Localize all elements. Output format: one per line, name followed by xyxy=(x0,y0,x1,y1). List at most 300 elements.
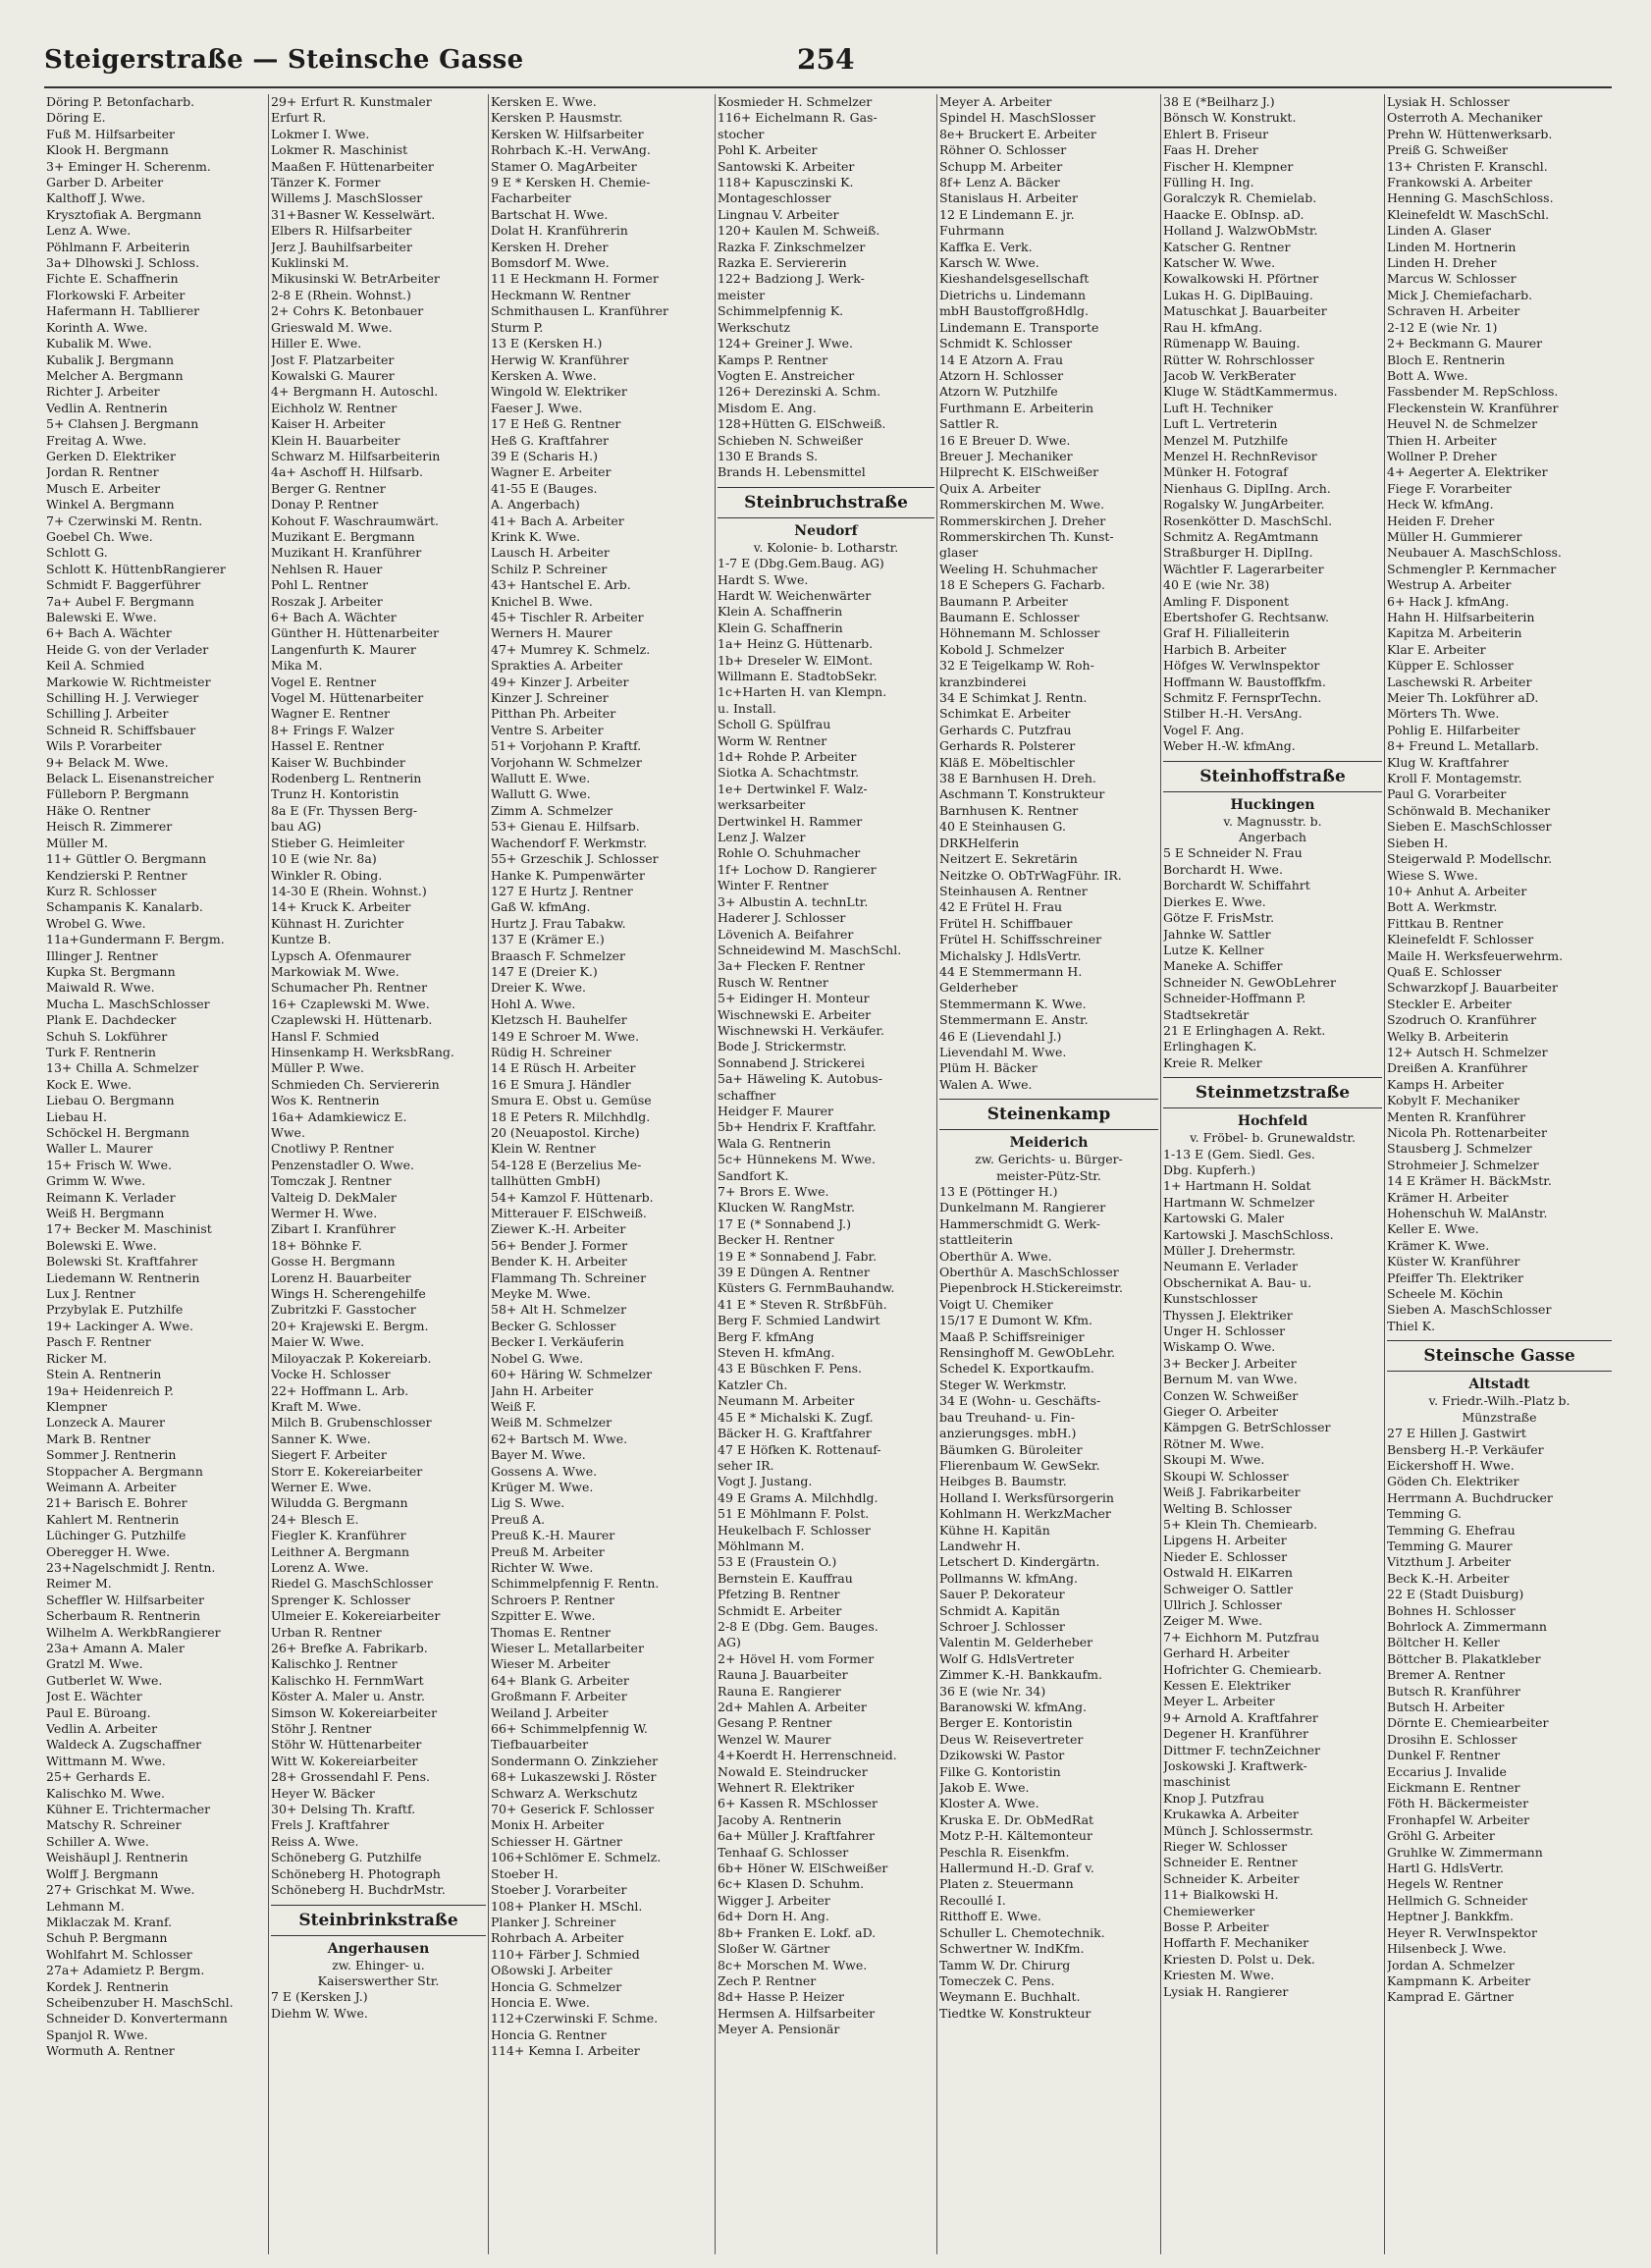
listing-line: 14 E Atzorn A. Frau xyxy=(939,351,1064,367)
listing-line: 47 E Höfken K. Rottenauf- xyxy=(718,1441,881,1457)
listing-line: Gratzl M. Wwe. xyxy=(46,1656,143,1672)
listing-line: Korinth A. Wwe. xyxy=(46,319,148,335)
listing-line: DRKHelferin xyxy=(939,835,1020,850)
district-name: Altstadt xyxy=(1468,1377,1530,1393)
listing-line: Lehmann M. xyxy=(46,1898,125,1914)
listing-line: Klein H. Bauarbeiter xyxy=(271,432,400,448)
listing-line: Wiludda G. Bergmann xyxy=(271,1495,408,1511)
listing-line: 6b+ Höner W. ElSchweißer xyxy=(718,1861,888,1876)
listing-line: Filke G. Kontoristin xyxy=(939,1763,1061,1779)
listing-line: 7 E (Kersken J.) xyxy=(271,1989,368,2005)
listing-line: Hartl G. HdlsVertr. xyxy=(1387,1861,1504,1876)
listing-line: Winkler R. Obing. xyxy=(271,867,383,883)
listing-line: 18+ Böhnke F. xyxy=(271,1237,362,1253)
listing-line: Kamps P. Rentner xyxy=(718,351,828,367)
listing-line: 5+ Clahsen J. Bergmann xyxy=(46,416,199,432)
listing-line: Lokmer I. Wwe. xyxy=(271,126,370,141)
listing-line: Heuvel N. de Schmelzer xyxy=(1387,416,1538,432)
listing-line: Richter W. Wwe. xyxy=(491,1559,594,1575)
listing-line: Pfeiffer Th. Elektriker xyxy=(1387,1269,1524,1285)
listing-line: 5+ Klein Th. Chemiearb. xyxy=(1163,1516,1318,1532)
listing-line: Jacob W. VerkBerater xyxy=(1163,367,1296,383)
column-1 xyxy=(46,94,266,2244)
listing-line: Urban R. Rentner xyxy=(271,1624,382,1640)
listing-line: Paul G. Vorarbeiter xyxy=(1387,786,1507,802)
listing-line: maschinist xyxy=(1163,1774,1231,1790)
listing-line: Pohl K. Arbeiter xyxy=(718,142,818,158)
listing-line: Großmann F. Arbeiter xyxy=(491,1689,627,1704)
listing-line: 41-55 E (Bauges. xyxy=(491,480,598,496)
listing-line: Beck K.-H. Arbeiter xyxy=(1387,1570,1510,1586)
listing-line: Lutze K. Kellner xyxy=(1163,942,1264,957)
listing-line: 22+ Hoffmann L. Arb. xyxy=(271,1382,409,1398)
listing-line: Hoffarth F. Mechaniker xyxy=(1163,1935,1309,1951)
listing-line: Kriesten D. Polst u. Dek. xyxy=(1163,1951,1315,1967)
listing-line: Rohrbach K.-H. VerwAng. xyxy=(491,142,651,158)
listing-line: Heide G. von der Verlader xyxy=(46,641,209,657)
listing-line: Schöneberg H. Photograph xyxy=(271,1865,441,1881)
listing-line: Wala G. Rentnerin xyxy=(718,1135,831,1151)
listing-line: Maiwald R. Wwe. xyxy=(46,980,155,996)
listing-line: Plank E. Dachdecker xyxy=(46,1012,177,1028)
listing-line: Turk F. Rentnerin xyxy=(46,1044,156,1059)
listing-line: Nowald E. Steindrucker xyxy=(718,1763,868,1779)
listing-line: 1b+ Dreseler W. ElMont. xyxy=(718,652,874,668)
listing-line: 8+ Frings F. Walzer xyxy=(271,722,395,737)
listing-line: Meyer A. Arbeiter xyxy=(939,94,1052,109)
listing-line: 5c+ Hünnekens M. Wwe. xyxy=(718,1152,876,1167)
listing-line: Przybylak E. Putzhilfe xyxy=(46,1302,184,1318)
listing-line: 22 E (Stadt Duisburg) xyxy=(1387,1587,1524,1602)
listing-line: Brands H. Lebensmittel xyxy=(718,464,866,480)
listing-line: Schmitz F. FernsprTechn. xyxy=(1163,690,1322,706)
listing-line: Becker G. Schlosser xyxy=(491,1318,616,1333)
listing-line: Weishäupl J. Rentnerin xyxy=(46,1850,188,1865)
listing-line: 41+ Bach A. Arbeiter xyxy=(491,513,624,528)
listing-line: Hegels W. Rentner xyxy=(1387,1876,1503,1892)
listing-line: Klucken W. RangMstr. xyxy=(718,1200,856,1215)
listing-line: 46 E (Lievendahl J.) xyxy=(939,1028,1062,1044)
listing-line: 8e+ Bruckert E. Arbeiter xyxy=(939,126,1096,141)
listing-line: Tomczak J. Rentner xyxy=(271,1173,392,1189)
listing-line: Lokmer R. Maschinist xyxy=(271,142,408,158)
listing-line: Fittkau B. Rentner xyxy=(1387,915,1504,931)
listing-line: Rodenberg L. Rentnerin xyxy=(271,771,422,786)
listing-line: Kalischko H. FernmWart xyxy=(271,1672,424,1688)
listing-line: Vogel F. Ang. xyxy=(1163,722,1245,737)
listing-line: Baumann P. Arbeiter xyxy=(939,593,1068,609)
listing-line: 3a+ Dlhowski J. Schloss. xyxy=(46,255,200,271)
listing-line: Döring E. xyxy=(46,110,106,126)
listing-line: Stoeber J. Vorarbeiter xyxy=(491,1882,627,1898)
listing-line: 28+ Grossendahl F. Pens. xyxy=(271,1769,430,1785)
listing-line: Vorjohann W. Schmelzer xyxy=(491,754,642,770)
listing-line: Bäcker H. G. Kraftfahrer xyxy=(718,1426,872,1441)
listing-line: Fülling H. Ing. xyxy=(1163,175,1254,190)
listing-line: Motz P.-H. Kältemonteur xyxy=(939,1828,1092,1844)
listing-line: Milch B. Grubenschlosser xyxy=(271,1415,432,1431)
listing-line: Schönwald B. Mechaniker xyxy=(1387,802,1551,818)
listing-line: bau Treuhand- u. Fin- xyxy=(939,1409,1075,1425)
listing-line: Eichholz W. Rentner xyxy=(271,400,398,415)
listing-line: Bernstein E. Kauffrau xyxy=(718,1570,853,1586)
column-divider xyxy=(1384,94,1385,2254)
listing-line: Winkel A. Bergmann xyxy=(46,497,175,513)
listing-line: Schwarz M. Hilfsarbeiterin xyxy=(271,448,441,463)
listing-line: Lenz J. Walzer xyxy=(718,830,806,845)
column-divider xyxy=(488,94,489,2254)
listing-line: Weimann A. Arbeiter xyxy=(46,1479,177,1494)
listing-line: Wieser L. Metallarbeiter xyxy=(491,1641,644,1655)
listing-line: Fichte E. Schaffnerin xyxy=(46,271,179,287)
listing-line: 34 E Schimkat J. Rentn. xyxy=(939,690,1088,706)
listing-line: Mika M. xyxy=(271,658,323,674)
column-divider xyxy=(715,94,716,2254)
listing-line: Schieben N. Schweißer xyxy=(718,432,863,448)
listing-line: Weiß M. Schmelzer xyxy=(491,1415,612,1431)
listing-line: Kluge W. StädtKammermus. xyxy=(1163,384,1338,400)
listing-line: 7+ Czerwinski M. Rentn. xyxy=(46,513,203,528)
listing-line: Schlott G. xyxy=(46,545,108,561)
listing-line: Mark B. Rentner xyxy=(46,1431,151,1446)
listing-line: Paul E. Büroang. xyxy=(46,1704,151,1720)
listing-line: Jahn H. Arbeiter xyxy=(491,1382,594,1398)
listing-line: Schroers P. Rentner xyxy=(491,1592,615,1607)
listing-line: Wagner E. Arbeiter xyxy=(491,464,612,480)
listing-line: meister xyxy=(718,287,766,302)
listing-line: 114+ Kemna I. Arbeiter xyxy=(491,2043,640,2059)
listing-line: Harbich B. Arbeiter xyxy=(1163,641,1287,657)
listing-line: Knop J. Putzfrau xyxy=(1163,1790,1265,1806)
listing-line: Becker H. Rentner xyxy=(718,1232,834,1248)
listing-line: Wolf G. HdlsVertreter xyxy=(939,1650,1074,1666)
listing-line: 108+ Planker H. MSchl. xyxy=(491,1898,643,1914)
listing-line: Höhnemann M. Schlosser xyxy=(939,625,1100,641)
listing-line: Kalischko J. Rentner xyxy=(271,1656,398,1672)
listing-line: Neumann E. Verlader xyxy=(1163,1259,1298,1274)
listing-line: Osterroth A. Mechaniker xyxy=(1387,110,1543,126)
listing-line: stattleiterin xyxy=(939,1232,1013,1248)
listing-line: 2-8 E (Rhein. Wohnst.) xyxy=(271,287,411,302)
listing-line: Wingold W. Elektriker xyxy=(491,384,627,400)
listing-line: Baumann E. Schlosser xyxy=(939,610,1080,624)
listing-line: 15+ Frisch W. Wwe. xyxy=(46,1157,172,1172)
listing-line: Pollmanns W. kfmAng. xyxy=(939,1570,1078,1586)
listing-line: Quix A. Arbeiter xyxy=(939,480,1041,496)
listing-line: Erlinghagen K. xyxy=(1163,1039,1257,1054)
listing-line: Deus W. Reisevertreter xyxy=(939,1731,1084,1747)
street-heading: Steinbruchstraße xyxy=(718,487,934,518)
listing-line: Hermsen A. Hilfsarbeiter xyxy=(718,2005,876,2021)
listing-line: Penzenstadler O. Wwe. xyxy=(271,1157,414,1172)
listing-line: Sprenger K. Schlosser xyxy=(271,1592,410,1607)
listing-line: Kosmieder H. Schmelzer xyxy=(718,94,873,109)
listing-line: Valteig D. DekMaler xyxy=(271,1189,397,1205)
listing-line: werksarbeiter xyxy=(718,797,806,813)
listing-line: Facharbeiter xyxy=(491,190,571,206)
listing-line: 9+ Arnold A. Kraftfahrer xyxy=(1163,1709,1318,1725)
listing-line: 18 E Peters R. Milchhdlg. xyxy=(491,1108,651,1124)
listing-line: Schroer J. Schlosser xyxy=(939,1618,1065,1634)
listing-line: 55+ Grzeschik J. Schlosser xyxy=(491,851,659,867)
listing-line: 9 E * Kersken H. Chemie- xyxy=(491,175,651,190)
street-range: zw. Gerichts- u. Bürger- xyxy=(975,1152,1123,1167)
listing-line: Bender K. H. Arbeiter xyxy=(491,1254,627,1269)
listing-line: Eccarius J. Invalide xyxy=(1387,1763,1507,1779)
listing-line: Mitterauer F. ElSchweiß. xyxy=(491,1206,647,1221)
listing-line: Jordan A. Schmelzer xyxy=(1387,1957,1515,1972)
listing-line: 8f+ Lenz A. Bäcker xyxy=(939,175,1060,190)
listing-line: Wolff J. Bergmann xyxy=(46,1865,159,1881)
listing-line: Thyssen J. Elektriker xyxy=(1163,1307,1293,1323)
listing-line: 47+ Mumrey K. Schmelz. xyxy=(491,641,651,657)
listing-line: 56+ Bender J. Former xyxy=(491,1237,628,1253)
listing-line: Schimkat E. Arbeiter xyxy=(939,706,1071,722)
listing-line: Temming G. xyxy=(1387,1506,1463,1522)
listing-line: Kersken A. Wwe. xyxy=(491,367,597,383)
listing-line: Liebau O. Bergmann xyxy=(46,1093,175,1108)
listing-line: schaffner xyxy=(718,1087,776,1103)
listing-line: 16 E Smura J. Händler xyxy=(491,1076,631,1092)
listing-line: 9+ Belack M. Wwe. xyxy=(46,754,169,770)
listing-line: Kuklinski M. xyxy=(271,255,349,271)
listing-line: Münch J. Schlossermstr. xyxy=(1163,1822,1314,1838)
listing-line: Hiller E. Wwe. xyxy=(271,336,362,351)
listing-line: Spindel H. MaschSlosser xyxy=(939,110,1095,126)
listing-line: Klein G. Schaffnerin xyxy=(718,620,843,635)
listing-line: Hafermann H. Tabllierer xyxy=(46,303,200,319)
listing-line: Grieswald M. Wwe. xyxy=(271,319,393,335)
listing-line: Münker H. Fotograf xyxy=(1163,464,1288,480)
listing-line: Sauer P. Dekorateur xyxy=(939,1587,1065,1602)
listing-line: 1c+Harten H. van Klempn. xyxy=(718,684,887,700)
listing-line: Sieben A. MaschSchlosser xyxy=(1387,1302,1552,1318)
listing-line: 1-7 E (Dbg.Gem.Baug. AG) xyxy=(718,556,884,571)
listing-line: Gieger O. Arbeiter xyxy=(1163,1404,1278,1420)
listing-line: Zimmer K.-H. Bankkaufm. xyxy=(939,1667,1102,1683)
listing-line: Willems J. MaschSlosser xyxy=(271,190,423,206)
listing-line: Heukelbach F. Schlosser xyxy=(718,1522,871,1538)
listing-line: 24+ Blesch E. xyxy=(271,1511,359,1527)
listing-line: 13 E (Pöttinger H.) xyxy=(939,1184,1058,1199)
listing-line: Thomas E. Rentner xyxy=(491,1624,611,1640)
page-number: 254 xyxy=(797,43,855,76)
listing-line: anzierungsges. mbH.) xyxy=(939,1426,1077,1441)
listing-line: Bohnes H. Schlosser xyxy=(1387,1602,1516,1618)
listing-line: Kampmann K. Arbeiter xyxy=(1387,1972,1531,1988)
listing-line: Schilling J. Arbeiter xyxy=(46,706,169,722)
listing-line: 6+ Bach A. Wächter xyxy=(271,610,397,624)
listing-line: Eickershoff H. Wwe. xyxy=(1387,1457,1515,1473)
listing-line: Becker I. Verkäuferin xyxy=(491,1334,624,1350)
listing-line: 34 E (Wohn- u. Geschäfts- xyxy=(939,1393,1101,1409)
listing-line: Landwehr H. xyxy=(939,1538,1021,1553)
listing-line: Tiedtke W. Konstrukteur xyxy=(939,2005,1092,2021)
listing-line: Tomeczek C. Pens. xyxy=(939,1972,1055,1988)
listing-line: Fülleborn P. Bergmann xyxy=(46,786,189,802)
listing-line: Flammang Th. Schreiner xyxy=(491,1269,647,1285)
listing-line: Gruhlke W. Zimmermann xyxy=(1387,1844,1543,1860)
listing-line: Gerhard H. Arbeiter xyxy=(1163,1646,1290,1661)
listing-line: Rommerskirchen M. Wwe. xyxy=(939,497,1105,513)
listing-line: Schiesser H. Gärtner xyxy=(491,1833,622,1849)
listing-line: Wischnewski E. Arbeiter xyxy=(718,1006,872,1022)
listing-line: Linden H. Dreher xyxy=(1387,255,1497,271)
listing-line: Kersken H. Dreher xyxy=(491,239,609,254)
listing-line: Fleckenstein W. Kranführer xyxy=(1387,400,1559,415)
listing-line: Quaß E. Schlosser xyxy=(1387,963,1502,979)
listing-line: Lig S. Wwe. xyxy=(491,1495,565,1511)
listing-line: Stamer O. MagArbeiter xyxy=(491,158,637,174)
listing-line: Pohlig E. Hilfarbeiter xyxy=(1387,722,1520,737)
listing-line: Schmengler P. Kernmacher xyxy=(1387,561,1557,576)
listing-line: Fassbender M. RepSchloss. xyxy=(1387,384,1559,400)
listing-line: Dietrichs u. Lindemann xyxy=(939,287,1087,302)
listing-line: Schöneberg G. Putzhilfe xyxy=(271,1850,422,1865)
listing-line: Heidger F. Maurer xyxy=(718,1103,833,1118)
listing-line: Schupp M. Arbeiter xyxy=(939,158,1063,174)
listing-line: Stanislaus H. Arbeiter xyxy=(939,190,1079,206)
listing-line: Hellmich G. Schneider xyxy=(1387,1892,1528,1908)
listing-line: Fuhrmann xyxy=(939,223,1005,239)
listing-line: Sturm P. xyxy=(491,319,544,335)
listing-line: 45 E * Michalski K. Zugf. xyxy=(718,1409,874,1425)
listing-line: Wallutt E. Wwe. xyxy=(491,771,591,786)
listing-line: Nienhaus G. DiplIng. Arch. xyxy=(1163,480,1331,496)
listing-line: Lysiak H. Schlosser xyxy=(1387,94,1510,109)
listing-line: Fiege F. Vorarbeiter xyxy=(1387,480,1512,496)
listing-line: Straßburger H. DiplIng. xyxy=(1163,545,1313,561)
listing-line: 11+ Güttler O. Bergmann xyxy=(46,851,207,867)
listing-line: Strohmeier J. Schmelzer xyxy=(1387,1157,1539,1172)
page-title: Steigerstraße — Steinsche Gasse xyxy=(44,45,524,75)
listing-line: 106+Schlömer E. Schmelz. xyxy=(491,1850,662,1865)
listing-line: Heyer W. Bäcker xyxy=(271,1785,375,1801)
listing-line: Kläß E. Möbeltischler xyxy=(939,754,1075,770)
listing-line: 27+ Grischkat M. Wwe. xyxy=(46,1882,195,1898)
listing-line: Rau H. kfmAng. xyxy=(1163,319,1263,335)
listing-line: Sandfort K. xyxy=(718,1167,789,1183)
column-2 xyxy=(271,94,486,2244)
listing-line: 16+ Czaplewski M. Wwe. xyxy=(271,996,430,1011)
listing-line: Miloyaczak P. Kokereiarb. xyxy=(271,1350,432,1366)
listing-line: Wieser M. Arbeiter xyxy=(491,1656,611,1672)
listing-line: 3+ Albustin A. technLtr. xyxy=(718,893,869,909)
listing-line: Sondermann O. Zinkzieher xyxy=(491,1753,659,1768)
listing-line: Kowalkowski H. Pförtner xyxy=(1163,271,1319,287)
listing-line: Scholl G. Spülfrau xyxy=(718,717,831,732)
listing-line: Wischnewski H. Verkäufer. xyxy=(718,1022,884,1038)
listing-line: 6+ Hack J. kfmAng. xyxy=(1387,593,1510,609)
listing-line: Sommer J. Rentnerin xyxy=(46,1447,177,1463)
listing-line: 6+ Kassen R. MSchlosser xyxy=(718,1796,878,1811)
listing-line: Balewski E. Wwe. xyxy=(46,610,157,624)
listing-line: Honcia G. Schmelzer xyxy=(491,1978,622,1994)
listing-line: Atzorn H. Schlosser xyxy=(939,367,1064,383)
listing-line: Zubritzki F. Gasstocher xyxy=(271,1302,416,1318)
listing-line: Vogt J. Justang. xyxy=(718,1474,813,1489)
listing-line: 45+ Tischler R. Arbeiter xyxy=(491,610,644,624)
listing-line: 18 E Schepers G. Facharb. xyxy=(939,577,1105,593)
listing-line: 13 E (Kersken H.) xyxy=(491,336,603,351)
listing-line: 5+ Eidinger H. Monteur xyxy=(718,991,870,1006)
listing-line: Kowalski G. Maurer xyxy=(271,367,395,383)
listing-line: Markowie W. Richtmeister xyxy=(46,674,211,689)
listing-line: Goralczyk R. Chemielab. xyxy=(1163,190,1317,206)
listing-line: Heck W. kfmAng. xyxy=(1387,497,1494,513)
listing-line: Nicola Ph. Rottenarbeiter xyxy=(1387,1125,1547,1140)
listing-line: Schöneberg H. BuchdrMstr. xyxy=(271,1882,446,1898)
listing-line: Stilber H.-H. VersAng. xyxy=(1163,706,1303,722)
listing-line: Garber D. Arbeiter xyxy=(46,175,164,190)
listing-line: Bayer M. Wwe. xyxy=(491,1447,586,1463)
listing-line: Müller P. Wwe. xyxy=(271,1060,364,1076)
listing-line: Rütter W. Rohrschlosser xyxy=(1163,351,1314,367)
listing-line: Hoffmann W. Baustoffkfm. xyxy=(1163,674,1326,689)
street-heading: Steinsche Gasse xyxy=(1387,1340,1612,1372)
listing-line: Menzel M. Putzhilfe xyxy=(1163,432,1289,448)
listing-line: Schilz P. Schreiner xyxy=(491,561,608,576)
listing-line: Hassel E. Rentner xyxy=(271,738,384,754)
listing-line: Dertwinkel H. Rammer xyxy=(718,813,863,829)
listing-line: Sprakties A. Arbeiter xyxy=(491,658,623,674)
street-range: Angerbach xyxy=(1239,830,1306,845)
listing-line: Diehm W. Wwe. xyxy=(271,2005,368,2021)
listing-line: Maile H. Werksfeuerwehrm. xyxy=(1387,947,1564,963)
listing-line: Scheffler W. Hilfsarbeiter xyxy=(46,1592,205,1607)
listing-line: 17 E (* Sonnabend J.) xyxy=(718,1215,852,1231)
listing-line: 39 E (Scharis H.) xyxy=(491,448,599,463)
listing-line: 1a+ Heinz G. Hüttenarb. xyxy=(718,636,874,652)
listing-line: Böltcher H. Keller xyxy=(1387,1635,1500,1650)
listing-line: Berger E. Kontoristin xyxy=(939,1715,1073,1731)
listing-line: Jerz J. Bauhilfsarbeiter xyxy=(271,239,412,254)
listing-line: Klug W. Kraftfahrer xyxy=(1387,754,1509,770)
listing-line: Maneke A. Schiffer xyxy=(1163,958,1283,974)
listing-line: Bode J. Strickermstr. xyxy=(718,1039,847,1054)
listing-line: Weber H.-W. kfmAng. xyxy=(1163,738,1296,754)
listing-line: Schneider-Hoffmann P. xyxy=(1163,991,1306,1006)
listing-line: Mörters Th. Wwe. xyxy=(1387,706,1500,722)
listing-line: Bott A. Werkmstr. xyxy=(1387,899,1498,915)
listing-line: seher IR. xyxy=(718,1457,774,1473)
listing-line: Stemmermann E. Anstr. xyxy=(939,1012,1089,1028)
listing-line: Rötner M. Wwe. xyxy=(1163,1435,1265,1451)
listing-line: Maaß P. Schiffsreiniger xyxy=(939,1328,1085,1344)
listing-line: Schneid R. Schiffsbauer xyxy=(46,722,196,737)
listing-line: Wils P. Vorarbeiter xyxy=(46,738,162,754)
listing-line: Marcus W. Schlosser xyxy=(1387,271,1517,287)
listing-line: Hanke K. Pumpenwärter xyxy=(491,867,645,883)
listing-line: Wagner E. Rentner xyxy=(271,706,390,722)
listing-line: Knichel B. Wwe. xyxy=(491,593,593,609)
listing-line: 110+ Färber J. Schmied xyxy=(491,1946,640,1962)
listing-line: Weymann E. Buchhalt. xyxy=(939,1989,1081,2005)
street-range: v. Magnusstr. b. xyxy=(1223,813,1322,829)
listing-line: Schlott K. HüttenbRangierer xyxy=(46,561,226,576)
listing-line: 53+ Gienau E. Hilfsarb. xyxy=(491,819,640,835)
street-heading: Steinhoffstraße xyxy=(1163,761,1382,792)
listing-line: Kleinefeldt W. MaschSchl. xyxy=(1387,206,1550,222)
listing-line: Illinger J. Rentner xyxy=(46,947,158,963)
listing-line: Hofrichter G. Chemiearb. xyxy=(1163,1661,1322,1677)
listing-line: 19 E * Sonnabend J. Fabr. xyxy=(718,1248,878,1264)
listing-line: Dbg. Kupferh.) xyxy=(1163,1161,1255,1177)
listing-line: Kalischko M. Wwe. xyxy=(46,1785,165,1801)
listing-line: Kamps H. Arbeiter xyxy=(1387,1076,1504,1092)
listing-line: 8c+ Morschen M. Wwe. xyxy=(718,1957,868,1972)
listing-line: Schmieden Ch. Serviererin xyxy=(271,1076,440,1092)
